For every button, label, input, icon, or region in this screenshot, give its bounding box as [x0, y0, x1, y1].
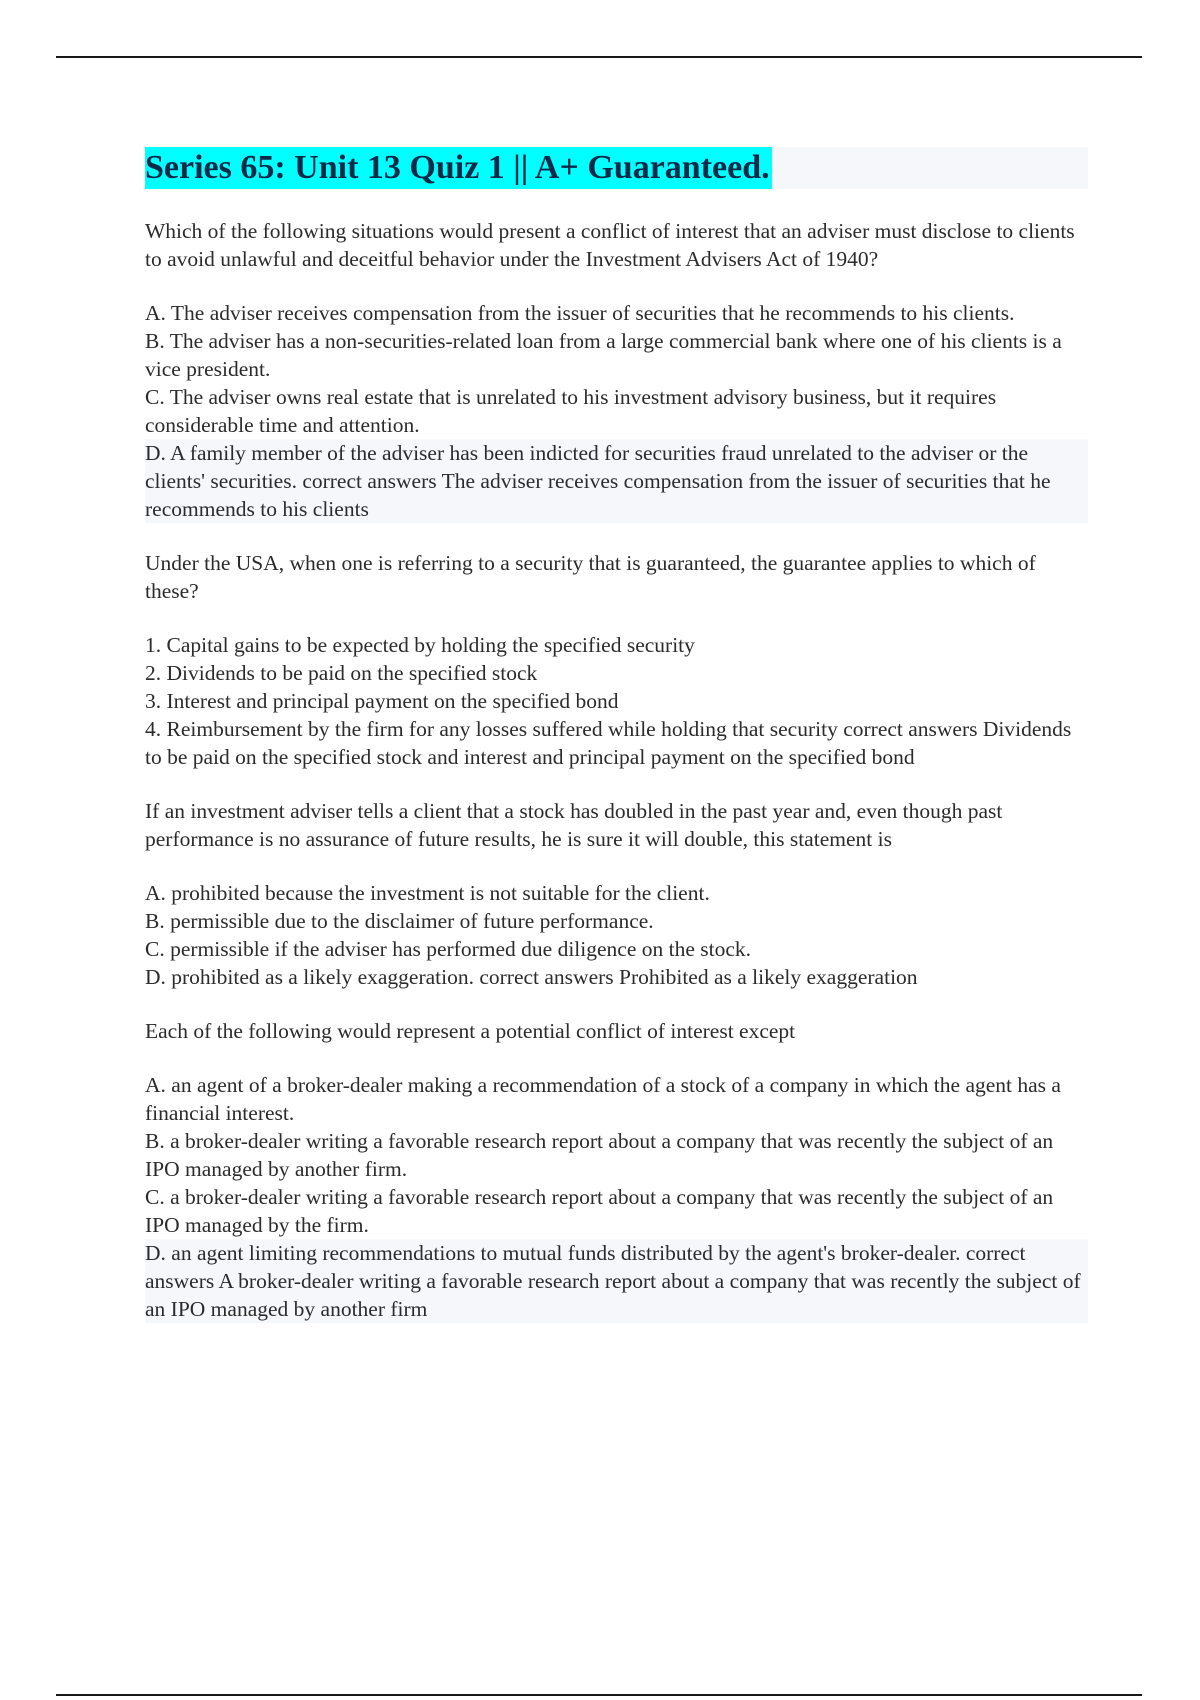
- question-3-option-b: B. permissible due to the disclaimer of future performance.: [145, 909, 654, 933]
- top-rule: [56, 56, 1142, 58]
- question-1-option-d: D. A family member of the adviser has been indicted for securities fraud unrelated to the adviser or the clients' securities. correct answers The adviser receives compensation from the issuer of securities that he recommends to his clients: [145, 439, 1088, 523]
- question-2-options: [145, 631, 1088, 771]
- question-1-option-c: C. The adviser owns real estate that is unrelated to his investment advisory business, but it requires considerable time and attention.: [145, 385, 997, 437]
- question-3-options: [145, 879, 1088, 991]
- bottom-rule: [56, 1694, 1142, 1696]
- question-4-options: [145, 1071, 1088, 1323]
- question-4-option-a: A. an agent of a broker-dealer making a recommendation of a stock of a company in which the agent has a financial interest.: [145, 1073, 1061, 1125]
- question-4-option-c: C. a broker-dealer writing a favorable research report about a company that was recently the subject of an IPO managed by the firm.: [145, 1185, 1054, 1237]
- question-1-options: [145, 299, 1088, 523]
- question-4-option-d: D. an agent limiting recommendations to mutual funds distributed by the agent's broker-dealer. correct answers A broker-dealer writing a favorable research report about a company that was recently the subject of an IPO managed by another firm: [145, 1239, 1088, 1323]
- question-4: Each of the following would represent a potential conflict of interest except: [145, 1019, 796, 1043]
- question-3-option-a: A. prohibited because the investment is not suitable for the client.: [145, 881, 710, 905]
- document-body: [145, 147, 1088, 1349]
- question-1-option-a: A. The adviser receives compensation from the issuer of securities that he recommends to his clients.: [145, 301, 1015, 325]
- question-3-option-c: C. permissible if the adviser has performed due diligence on the stock.: [145, 937, 752, 961]
- question-2-option-3: 3. Interest and principal payment on the specified bond: [145, 689, 619, 713]
- title-band: [145, 147, 1088, 189]
- question-3: If an investment adviser tells a client that a stock has doubled in the past year and, even though past performance is no assurance of future results, he is sure it will double, this statement is: [145, 799, 1003, 851]
- question-2-option-1: 1. Capital gains to be expected by holding the specified security: [145, 633, 695, 657]
- document-title: Series 65: Unit 13 Quiz 1 || A+ Guaranteed.: [145, 147, 772, 189]
- question-3-option-d: D. prohibited as a likely exaggeration. correct answers Prohibited as a likely exaggeration: [145, 965, 918, 989]
- question-1: Which of the following situations would present a conflict of interest that an adviser must disclose to clients to avoid unlawful and deceitful behavior under the Investment Advisers Act of 1940?: [145, 219, 1075, 271]
- question-1-option-b: B. The adviser has a non-securities-related loan from a large commercial bank where one of his clients is a vice president.: [145, 329, 1062, 381]
- question-2: Under the USA, when one is referring to a security that is guaranteed, the guarantee applies to which of these?: [145, 551, 1036, 603]
- question-2-option-4: 4. Reimbursement by the firm for any losses suffered while holding that security correct answers Dividends to be paid on the specified stock and interest and principal payment on the specified bond: [145, 717, 1072, 769]
- question-2-option-2: 2. Dividends to be paid on the specified stock: [145, 661, 538, 685]
- question-4-option-b: B. a broker-dealer writing a favorable research report about a company that was recently the subject of an IPO managed by another firm.: [145, 1129, 1054, 1181]
